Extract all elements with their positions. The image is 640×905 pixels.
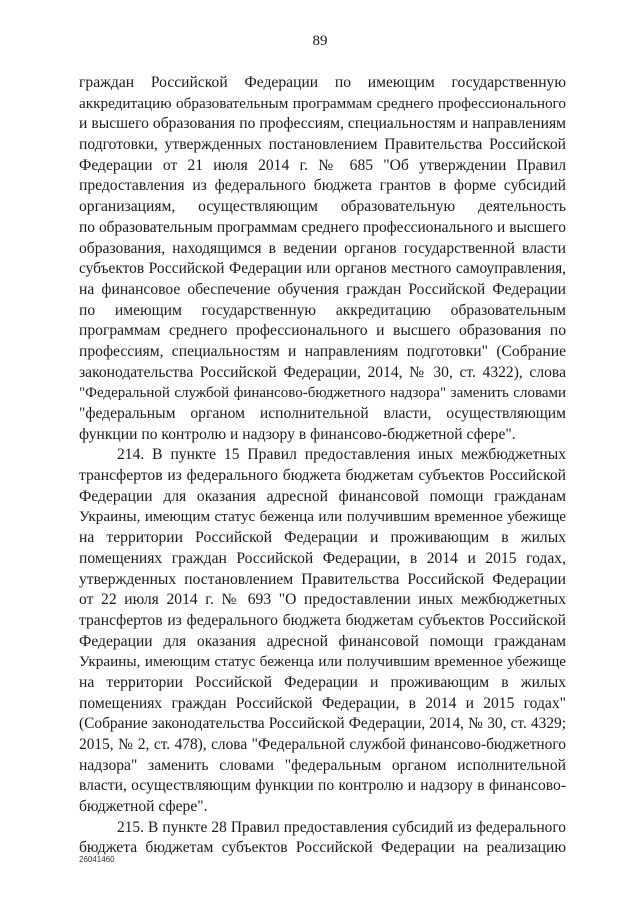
text-line: надзора" заменить словами "федеральным органом исполнительной (79, 756, 566, 774)
text-line: предоставления из федерального бюджета грантов в форме субсидий (79, 177, 566, 195)
text-line: организациям, осуществляющим образовательную деятельность (79, 198, 566, 216)
text-line: Федерации от 21 июля 2014 г. № 685 "Об утверждении Правил (79, 156, 566, 174)
text-line: образования, находящимся в ведении органов государственной власти (79, 239, 566, 257)
text-line: на территории Российской Федерации и проживающим в жилых (79, 529, 566, 547)
text-line: бюджета бюджетам субъектов Российской Федерации на реализацию (79, 839, 566, 857)
body-text (79, 73, 566, 859)
text-line: Украины, имеющим статус беженца или получившим временное убежище (79, 508, 566, 526)
text-line: трансфертов из федерального бюджета бюджетам субъектов Российской (79, 611, 566, 629)
text-line: Федерации для оказания адресной финансовой помощи гражданам (79, 632, 566, 650)
page-number: 89 (312, 33, 328, 49)
text-line: на территории Российской Федерации и проживающим в жилых (79, 673, 566, 691)
text-line: 214. В пункте 15 Правил предоставления иных межбюджетных (117, 446, 566, 464)
text-line: законодательства Российской Федерации, 2014, № 30, ст. 4322), слова (79, 363, 566, 381)
text-line: по образовательным программам среднего профессионального и высшего (79, 218, 566, 236)
text-line: "федеральным органом исполнительной власти, осуществляющим (79, 405, 566, 422)
text-line: программам среднего профессионального и высшего образования по (79, 322, 566, 340)
text-line: и высшего образования по профессиям, специальностям и направлениям (79, 115, 566, 133)
text-line: "Федеральной службой финансово-бюджетного надзора" заменить словами (79, 385, 566, 402)
text-line: (Собрание законодательства Российской Федерации, 2014, № 30, ст. 4329; (79, 715, 566, 733)
text-line: субъектов Российской Федерации или органов местного самоуправления, (79, 260, 566, 278)
text-line: 2015, № 2, ст. 478), слова "Федеральной службой финансово-бюджетного (79, 736, 566, 753)
text-line: помещениях граждан Российской Федерации, в 2014 и 2015 годах, (79, 549, 566, 567)
footer-code: 26041460 (79, 855, 115, 864)
text-line: граждан Российской Федерации по имеющим государственную (79, 74, 566, 91)
text-line: Федерации для оказания адресной финансовой помощи гражданам (79, 487, 566, 505)
text-line: утвержденных постановлением Правительства Российской Федерации (79, 570, 566, 588)
text-line: подготовки, утвержденных постановлением Правительства Российской (79, 136, 566, 154)
text-line: бюджетной сфере". (79, 798, 208, 816)
text-line: профессиям, специальностям и направлениям подготовки" (Собрание (79, 342, 566, 360)
text-line: по имеющим государственную аккредитацию образовательным (79, 301, 566, 319)
text-line: трансфертов из федерального бюджета бюджетам субъектов Российской (79, 467, 566, 485)
text-line: аккредитацию образовательным программам среднего профессионального (79, 94, 566, 112)
text-line: от 22 июля 2014 г. № 693 "О предоставлении иных межбюджетных (79, 591, 566, 609)
text-line: функции по контролю и надзору в финансово-бюджетной сфере". (79, 425, 516, 443)
text-line: Украины, имеющим статус беженца или получившим временное убежище (79, 653, 566, 671)
text-line: на финансовое обеспечение обучения граждан Российской Федерации (79, 280, 566, 298)
text-line: помещениях граждан Российской Федерации, в 2014 и 2015 годах" (79, 694, 566, 712)
text-line: власти, осуществляющим функции по контролю и надзору в финансово- (79, 777, 566, 795)
text-line: 215. В пункте 28 Правил предоставления субсидий из федерального (117, 818, 566, 836)
